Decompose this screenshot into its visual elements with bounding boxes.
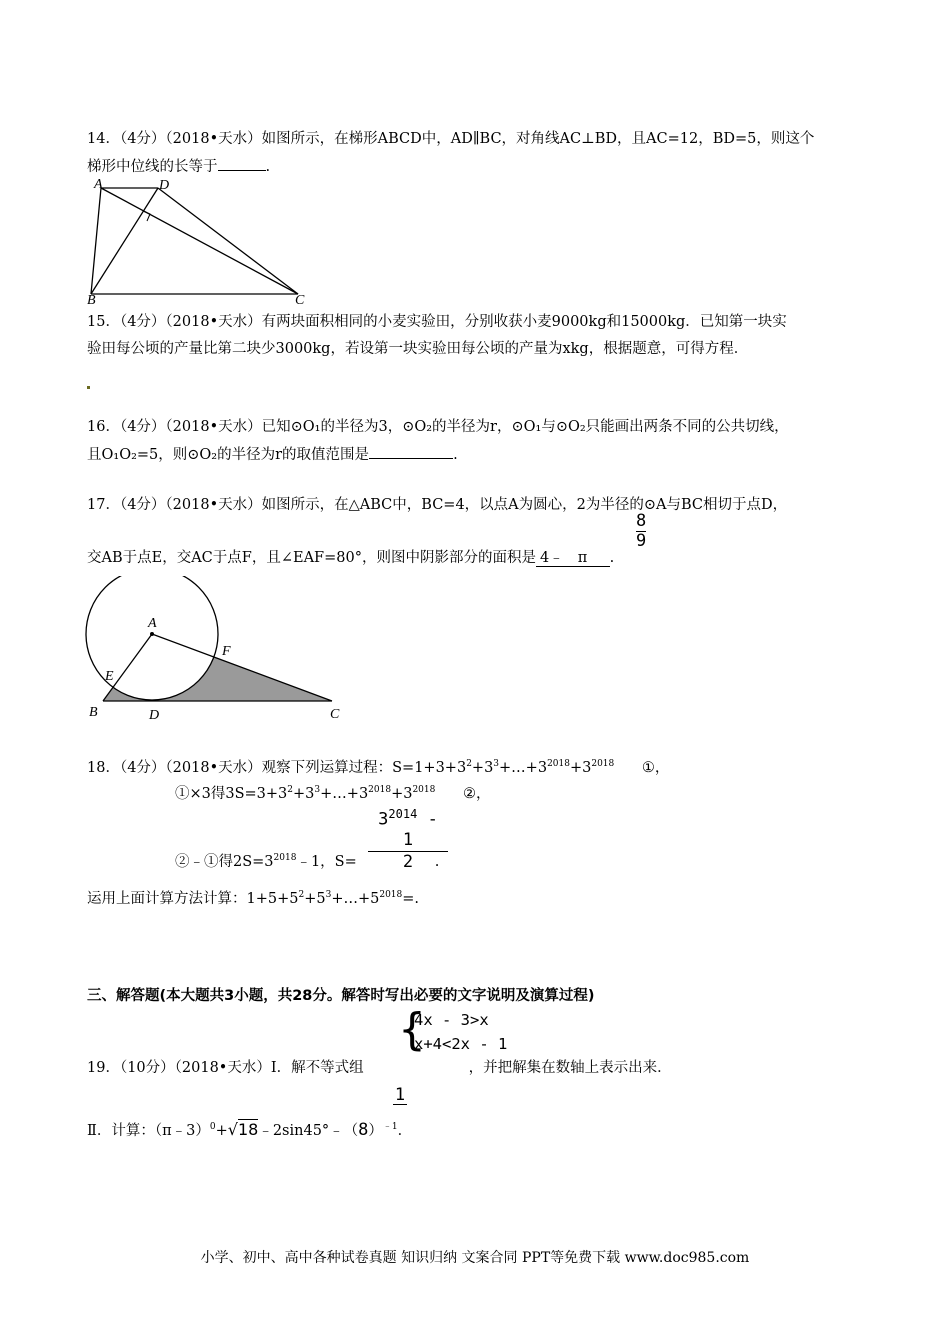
- fraction-numerator: 1: [394, 1085, 406, 1105]
- label-C: C: [330, 707, 340, 722]
- q19-line1: [87, 1058, 672, 1078]
- inequality-system: [398, 1004, 508, 1056]
- answer-pi: π: [577, 550, 588, 566]
- dot-mark: [87, 386, 90, 389]
- q19-line2-mid: ﹣2sin45°﹣（: [258, 1122, 359, 1139]
- q16-line2-text: 且O₁O₂=5，则⊙O₂的半径为r的取值范围是: [87, 447, 370, 463]
- exponent: 2018: [412, 785, 436, 795]
- exponent: 3: [325, 890, 332, 900]
- exponent: ﹣1: [382, 1122, 398, 1132]
- q19-line1-text: 19．（10分）（2018•天水）Ⅰ．解不等式组: [87, 1060, 364, 1076]
- fraction-numerator-exponent: 2014: [388, 807, 418, 821]
- q14-line2-end: .: [265, 159, 271, 175]
- fraction-numerator-base: 3: [378, 809, 389, 830]
- q17-line2: [87, 548, 614, 568]
- label-E: E: [105, 669, 114, 684]
- q18-line3: [175, 848, 439, 872]
- exponent: 2018: [273, 853, 297, 863]
- exponent: 2018: [591, 759, 615, 769]
- answer-blank: [218, 156, 266, 171]
- trapezoid-figure: [85, 176, 315, 306]
- q18-line3-end: .: [434, 853, 440, 870]
- section3-title: 三、解答题(本大题共3小题，共28分。解答时写出必要的文字说明及演算过程): [87, 988, 595, 1004]
- plus-sign: +: [215, 1122, 228, 1139]
- q19-line2-text: Ⅱ．计算：（π﹣3）: [87, 1122, 210, 1139]
- q14-line1: 14．（4分）（2018•天水）如图所示，在梯形ABCD中，AD∥BC，对角线AC⊥BD，且AC=12，BD=5，则这个: [87, 131, 815, 147]
- q18-line4-text: 运用上面计算方法计算：1+5+5: [87, 890, 299, 907]
- footer: 小学、初中、高中各种试卷真题 知识归纳 文案合同 PPT等免费下载 www.doc985.com: [200, 1250, 750, 1266]
- q17-line2-text: 交AB于点E，交AC于点F，且∠EAF=80°，则图中阴影部分的面积是: [87, 550, 536, 566]
- q17-answer: [536, 550, 610, 567]
- exponent: 2: [466, 759, 472, 769]
- mark-2: ②，: [463, 785, 491, 802]
- sqrt-radicand: 18: [237, 1119, 259, 1139]
- fraction-numerator: 8: [636, 511, 647, 531]
- inequality-1: 4x - 3>x: [414, 1011, 489, 1029]
- label-B: B: [89, 705, 98, 720]
- fraction-numerator-tail: - 1: [402, 809, 438, 850]
- q14-line2-text: 梯形中位线的长等于: [87, 159, 218, 175]
- q15-line2: 验田每公顷的产量比第二块少3000kg，若设第一块实验田每公顷的产量为xkg，根据题意，可得方程．: [87, 341, 749, 357]
- exponent: 2018: [547, 759, 570, 769]
- q19-fraction: [393, 1086, 407, 1105]
- exponent: 3: [493, 759, 500, 769]
- q18-line4: 运用上面计算方法计算：$1+5+5^2+5^3+\dots+5^{2018}=$.: [87, 890, 420, 907]
- q18-line3-mid: ﹣1，S=: [296, 853, 357, 870]
- exponent: 2018: [368, 785, 392, 795]
- label-D: D: [149, 708, 160, 723]
- fraction-denominator: 8: [358, 1119, 369, 1140]
- exponent: 0: [209, 1122, 216, 1132]
- q19-line2: [87, 1117, 412, 1141]
- exponent: 2018: [379, 890, 403, 900]
- q18-line2: ①×3得$3S=3+3^2+3^3+\dots+3^{2018}+3^{2018}$ ②，: [175, 785, 491, 802]
- q16-line2-end: .: [453, 447, 458, 463]
- q16-line2: [87, 444, 458, 465]
- q18-line3-text: ②﹣①得2S=3: [175, 853, 274, 870]
- exponent: 2: [298, 890, 305, 900]
- q16-line1: 16．（4分）（2018•天水）已知⊙O₁的半径为3，⊙O₂的半径为r，⊙O₁与⊙O₂只能画出两条不同的公共切线，: [87, 419, 789, 435]
- label-B: B: [87, 293, 96, 306]
- exponent: 2: [287, 785, 294, 795]
- label-C: C: [295, 293, 305, 306]
- sqrt-icon: √: [227, 1119, 238, 1139]
- mark-1: ①，: [641, 759, 670, 776]
- q18-line1: 18．（4分）（2018•天水）观察下列运算过程：$S=1+3+3^2+3^3+\dots+3^{2018}+3^{2018}$ ①，: [87, 759, 670, 776]
- exponent: 3: [314, 785, 321, 795]
- answer-prefix: 4﹣: [539, 550, 564, 566]
- q15-line1: 15．（4分）（2018•天水）有两块面积相同的小麦实验田，分别收获小麦9000kg和15000kg．已知第一块实: [87, 314, 787, 330]
- label-F: F: [222, 644, 231, 659]
- q17-line2-end: .: [609, 550, 615, 566]
- circle-triangle-figure: [85, 576, 355, 726]
- label-D: D: [159, 178, 170, 193]
- label-A: A: [94, 177, 103, 192]
- brace: {: [398, 1004, 426, 1055]
- label-A: A: [148, 616, 157, 631]
- q17-answer-fraction: [636, 512, 646, 550]
- q19-line1-end: ，并把解集在数轴上表示出来．: [468, 1060, 672, 1076]
- inequality-2: x+4<2x - 1: [414, 1035, 508, 1053]
- answer-blank: [369, 444, 453, 459]
- fraction-denominator: 9: [636, 531, 647, 551]
- fraction-denominator: 2: [402, 851, 414, 872]
- close-paren: ）: [368, 1122, 383, 1139]
- q19-line2-end: ．: [397, 1122, 413, 1139]
- q14-line2: [87, 156, 270, 177]
- q18-line1-text: 18．（4分）（2018•天水）观察下列运算过程：S=1+3+3: [87, 759, 467, 776]
- q18-line2-text: ①×3得3S=3+3: [175, 785, 288, 802]
- q17-line1: 17．（4分）（2018•天水）如图所示，在△ABC中，BC=4，以点A为圆心，2为半径的⊙A与BC相切于点D，: [87, 497, 788, 513]
